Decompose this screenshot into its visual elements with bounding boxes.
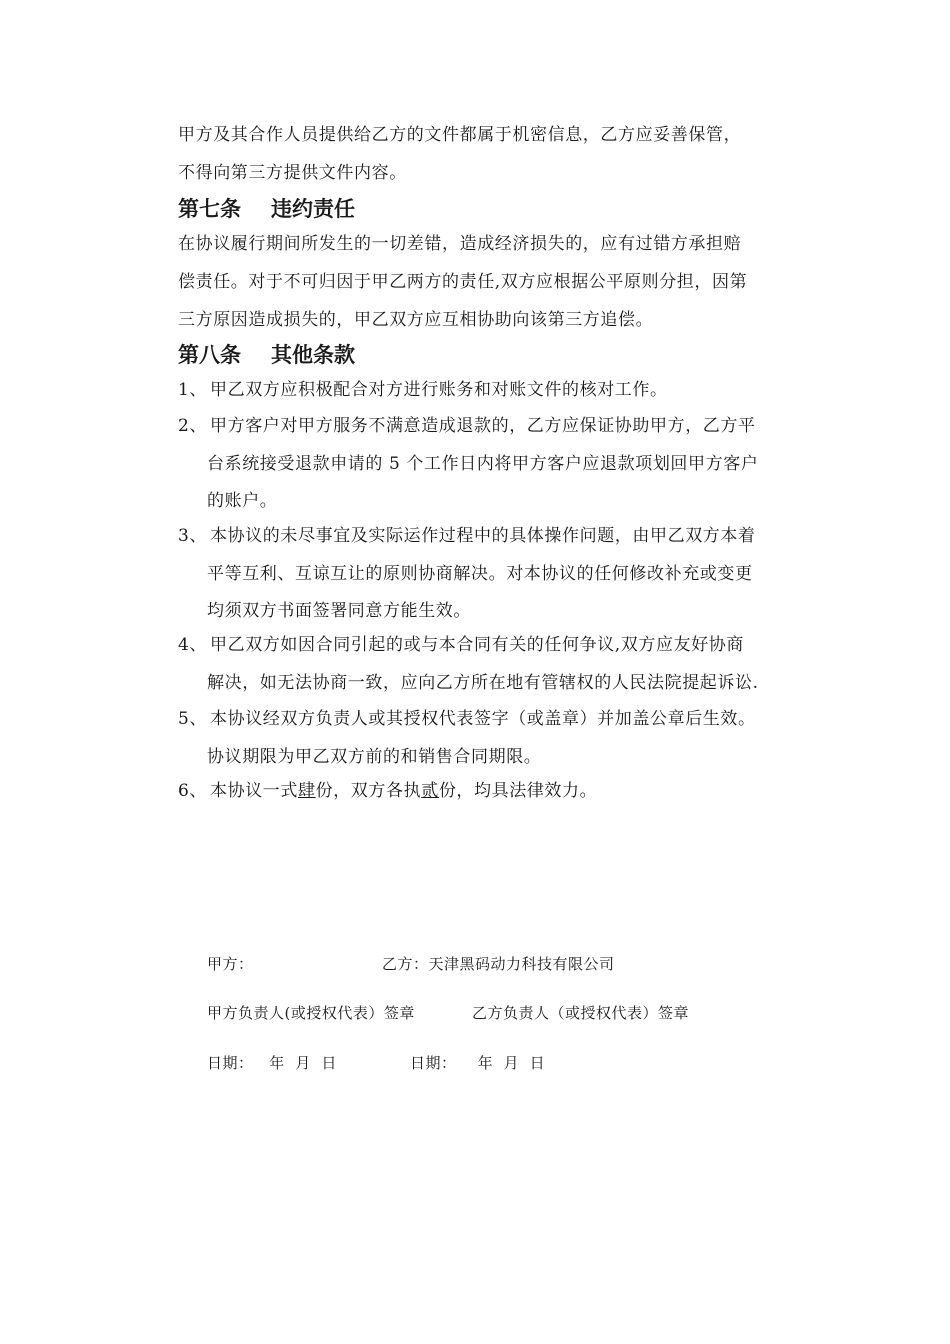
list-item-text: 甲乙双方如因合同引起的或与本合同有关的任何争议,双方应友好协商 <box>210 635 745 655</box>
article-7-line-1: 在协议履行期间所发生的一切差错，造成经济损失的，应有过错方承担赔 <box>178 234 742 254</box>
list-item-continuation: 台系统接受退款申请的 5 个工作日内将甲方客户应退款项划回甲方客户 <box>207 454 759 474</box>
list-item <box>178 518 756 554</box>
list-item-number: 6、 <box>178 781 208 801</box>
copies-text-e: 份，均具法律效力。 <box>438 781 598 801</box>
list-item-text <box>210 781 597 801</box>
list-item-number: 4、 <box>178 635 208 655</box>
party-b-date: 日期： 年 月 日 <box>410 1054 546 1072</box>
article-7-number: 第七条 <box>178 197 241 221</box>
copies-text-c: 份，双方各执 <box>315 781 422 801</box>
list-item <box>178 372 668 408</box>
list-item-number: 3、 <box>178 526 208 546</box>
list-item-text: 甲乙双方应积极配合对方进行账务和对账文件的核对工作。 <box>210 380 668 400</box>
list-item <box>178 408 756 444</box>
article-8-number: 第八条 <box>178 343 241 367</box>
list-item <box>178 773 597 809</box>
article-8-heading <box>178 339 355 371</box>
list-item-text: 甲方客户对甲方服务不满意造成退款的，乙方应保证协助甲方，乙方平 <box>210 416 756 436</box>
list-item-number: 1、 <box>178 380 208 400</box>
intro-line-1: 甲方及其合作人员提供给乙方的文件都属于机密信息，乙方应妥善保管， <box>178 125 742 145</box>
party-a-label: 甲方： <box>207 955 254 973</box>
copies-text-a: 本协议一式 <box>210 781 298 801</box>
list-item-continuation: 平等互利、互谅互让的原则协商解决。对本协议的任何修改补充或变更 <box>207 564 753 584</box>
list-item-number: 2、 <box>178 416 208 436</box>
list-item-continuation: 的账户。 <box>207 491 278 511</box>
list-item-continuation: 协议期限为甲乙双方前的和销售合同期限。 <box>207 747 542 767</box>
copies-each: 贰 <box>421 781 439 801</box>
list-item <box>178 627 744 663</box>
list-item <box>178 701 756 737</box>
copies-total: 肆 <box>298 781 316 801</box>
party-a-date: 日期： 年 月 日 <box>207 1054 337 1072</box>
list-item-text: 本协议经双方负责人或其授权代表签字（或盖章）并加盖公章后生效。 <box>210 709 756 729</box>
list-item-text: 本协议的未尽事宜及实际运作过程中的具体操作问题，由甲乙双方本着 <box>210 526 756 546</box>
article-7-line-2: 偿责任。对于不可归因于甲乙两方的责任,双方应根据公平原则分担，因第 <box>178 272 748 292</box>
article-8-title: 其他条款 <box>271 343 355 367</box>
intro-line-2: 不得向第三方提供文件内容。 <box>178 163 407 183</box>
list-item-continuation: 均须双方书面签署同意方能生效。 <box>207 601 471 621</box>
party-b-signature: 乙方负责人（或授权代表）签章 <box>472 1004 690 1022</box>
party-b-label: 乙方：天津黑码动力科技有限公司 <box>382 955 615 973</box>
list-item-continuation: 解决，如无法协商一致，应向乙方所在地有管辖权的人民法院提起诉讼. <box>207 673 759 693</box>
party-a-signature: 甲方负责人(或授权代表）签章 <box>207 1004 415 1022</box>
list-item-number: 5、 <box>178 709 208 729</box>
article-7-heading <box>178 193 355 225</box>
article-7-line-3: 三方原因造成损失的，甲乙双方应互相协助向该第三方追偿。 <box>178 310 654 330</box>
article-7-title: 违约责任 <box>271 197 355 221</box>
